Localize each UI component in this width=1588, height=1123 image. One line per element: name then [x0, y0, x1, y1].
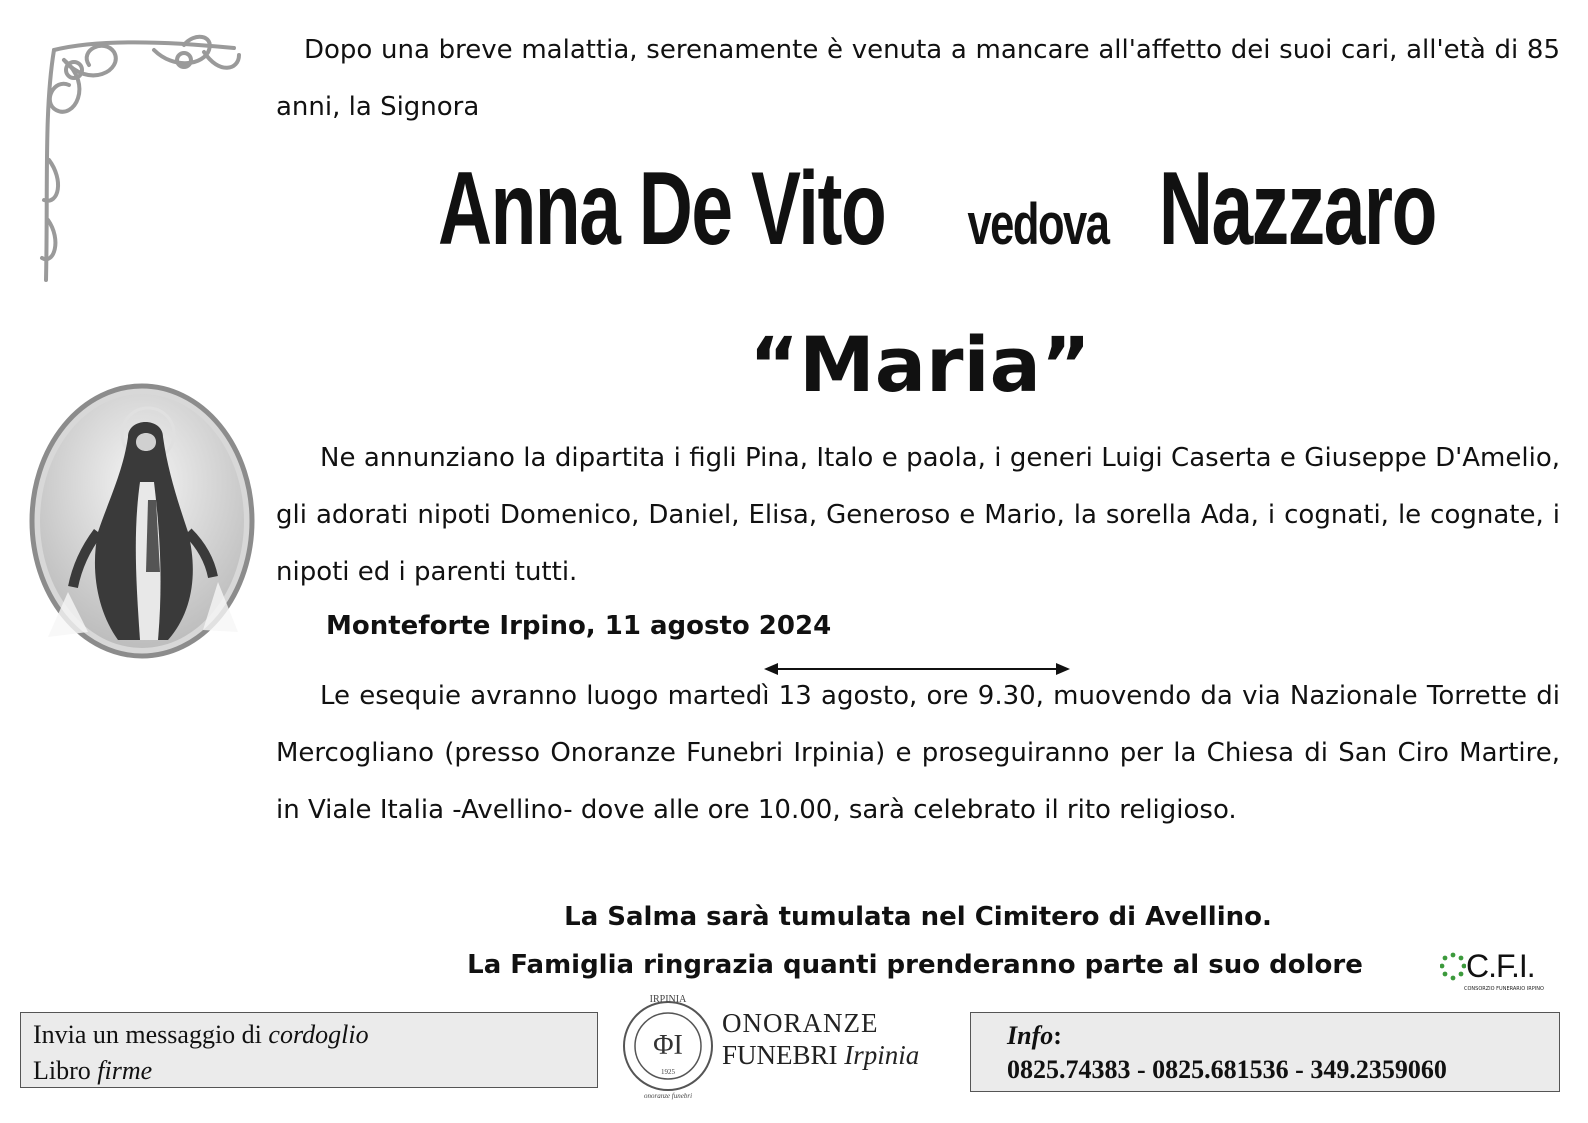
announcement-text: Ne annunziano la dipartita i figli Pina, Italo e paola, i generi Luigi Caserta e Giuseppe D'Amelio, gli adorati nipoti Domenico, Daniel, Elisa, Generoso e Mario, la sorella Ada, i cognati, le cognate, i nipoti ed i parenti tutti.	[276, 443, 1560, 587]
svg-text:ΦΙ: ΦΙ	[653, 1030, 683, 1061]
ornamental-corner-icon	[34, 30, 244, 285]
condolence-box[interactable]	[20, 1012, 598, 1088]
funeral-home-seal-icon	[618, 990, 718, 1102]
deceased-nickname: “Maria”	[749, 320, 1091, 409]
madonna-portrait-icon	[28, 382, 256, 660]
cfi-dots-icon	[1440, 952, 1466, 982]
funeral-home-logo	[618, 990, 958, 1110]
funeral-home-line1: ONORANZE	[722, 1008, 879, 1038]
funeral-text: Le esequie avranno luogo martedì 13 agosto, ore 9.30, muovendo da via Nazionale Torrette di Mercogliano (presso Onoranze Funebri Irpinia) e proseguiranno per la Chiesa di San Ciro Martire, in Viale Italia -Avellino- dove alle ore 10.00, sarà celebrato il rito religioso.	[276, 681, 1560, 825]
place-date: Monteforte Irpino, 11 agosto 2024	[326, 611, 832, 641]
cfi-logo	[1440, 948, 1544, 996]
cfi-logo-subtext: CONSORZIO FUNERARIO IRPINO	[1464, 986, 1544, 992]
burial-text: La Salma sarà tumulata nel Cimitero di Avellino.	[564, 902, 1272, 932]
cfi-logo-text: C.F.I.	[1466, 948, 1535, 984]
intro-text: Dopo una breve malattia, serenamente è venuta a mancare all'affetto dei suoi cari, all'età di 85 anni, la Signora	[276, 35, 1560, 122]
seal-year-text: 1925	[661, 1068, 675, 1076]
info-label: Info:	[1007, 1021, 1062, 1050]
deceased-name	[300, 150, 1540, 269]
info-box	[970, 1012, 1560, 1092]
name-part1: Anna De Vito	[437, 151, 885, 267]
seal-bottom-text: onoranze funebri	[643, 1092, 693, 1100]
guestbook-link[interactable]: Libro firme	[33, 1056, 153, 1085]
name-part2: Nazzaro	[1158, 151, 1436, 267]
seal-top-text: IRPINIA	[649, 994, 687, 1005]
condolence-link[interactable]: Invia un messaggio di cordoglio	[33, 1020, 369, 1049]
funeral-home-line2: FUNEBRI Irpinia	[722, 1040, 920, 1070]
name-connector: vedova	[967, 192, 1109, 257]
info-phones[interactable]: 0825.74383 - 0825.681536 - 349.2359060	[1007, 1055, 1447, 1084]
thanks-text: La Famiglia ringrazia quanti prenderanno parte al suo dolore	[467, 950, 1363, 980]
